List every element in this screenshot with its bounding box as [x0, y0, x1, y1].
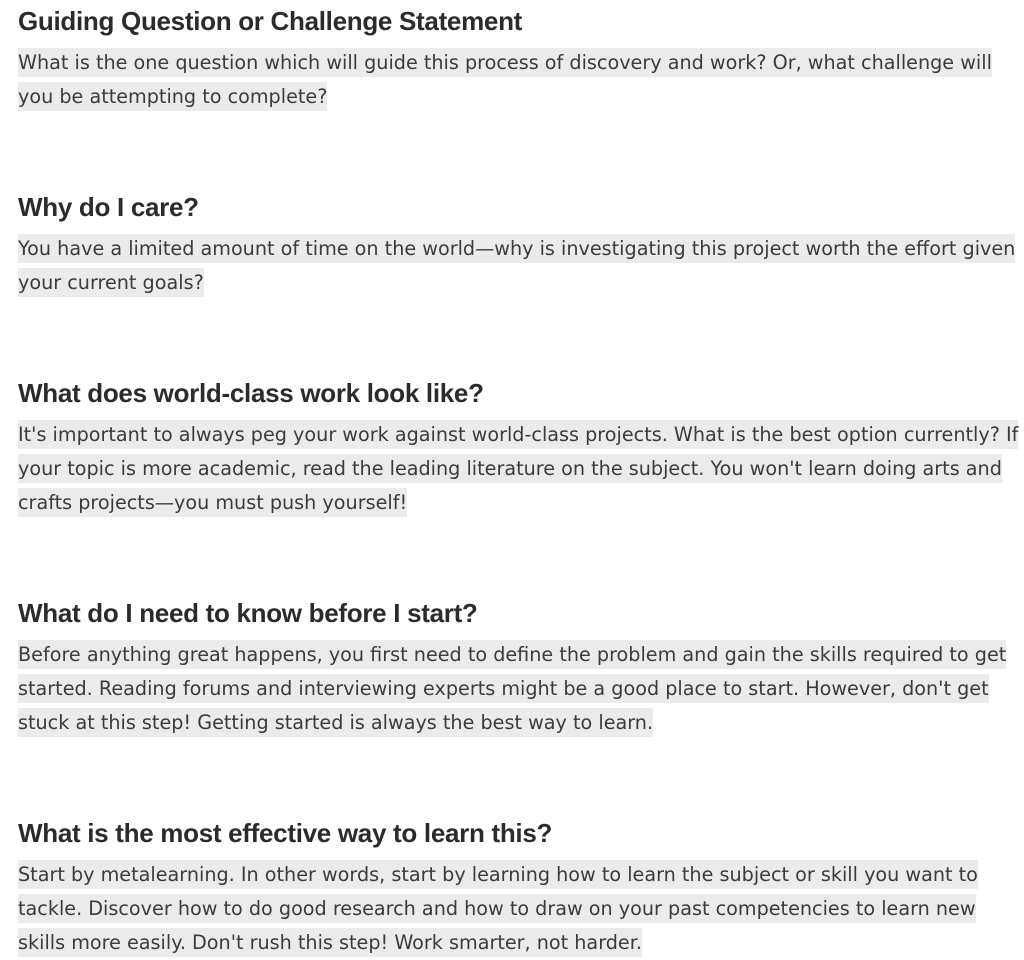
section-placeholder-text[interactable]: You have a limited amount of time on the world—why is investigating this project worth the effort given your current goals? — [18, 232, 1020, 300]
section-placeholder-text[interactable]: It's important to always peg your work against world-class projects. What is the best option currently? If your topic is more academic, read the leading literature on the subject. You won't learn doing arts and crafts projects—you must push yourself! — [18, 418, 1020, 520]
section-why-care — [18, 187, 1018, 300]
section-placeholder-text[interactable]: Start by metalearning. In other words, start by learning how to learn the subject or skill you want to tackle. Discover how to do good research and how to draw on your past competencies to learn new skills more easily. Don't rush this step! Work smarter, not harder. — [18, 858, 1020, 960]
section-world-class-work — [18, 373, 1018, 520]
section-guiding-question — [18, 1, 1018, 114]
section-heading: What do I need to know before I start? — [18, 598, 478, 628]
section-heading: Why do I care? — [18, 192, 199, 222]
section-placeholder-text[interactable]: What is the one question which will guide this process of discovery and work? Or, what challenge will you be attempting to complete? — [18, 46, 1020, 114]
section-heading: Guiding Question or Challenge Statement — [18, 6, 523, 36]
section-effective-way — [18, 813, 1018, 960]
section-heading: What is the most effective way to learn this? — [18, 818, 553, 848]
section-need-to-know — [18, 593, 1018, 740]
section-placeholder-text[interactable]: Before anything great happens, you first need to define the problem and gain the skills required to get started. Reading forums and interviewing experts might be a good place to start. However, don't get stuck at this step! Getting started is always the best way to learn. — [18, 638, 1020, 740]
section-heading: What does world-class work look like? — [18, 378, 484, 408]
document-page — [18, 0, 1018, 960]
